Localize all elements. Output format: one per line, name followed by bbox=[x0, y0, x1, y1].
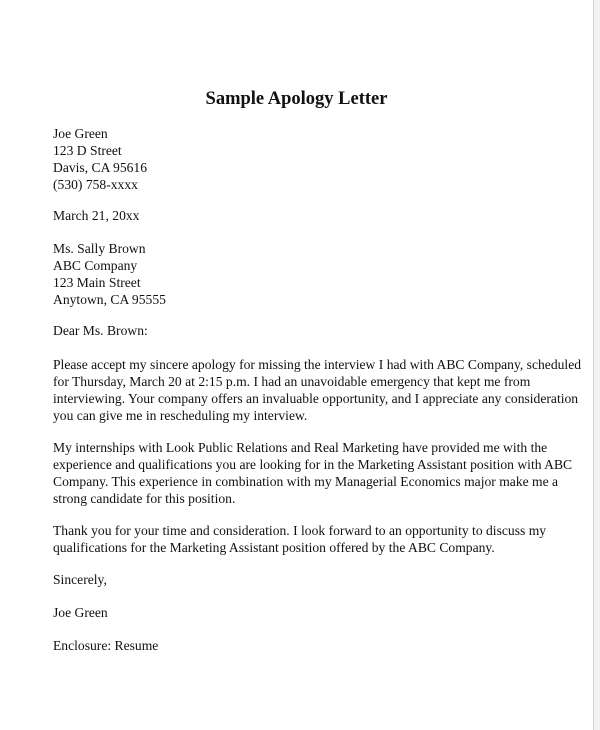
recipient-company: ABC Company bbox=[53, 258, 138, 273]
sender-name: Joe Green bbox=[53, 126, 108, 141]
paragraph-line: Thank you for your time and consideration. I look forward to an opportunity to discuss my bbox=[53, 523, 547, 538]
paragraph-line: qualifications for the Marketing Assistant position offered by the ABC Company. bbox=[53, 540, 495, 555]
paragraph-line: you can give me in rescheduling my interview. bbox=[53, 408, 308, 423]
letter-title: Sample Apology Letter bbox=[205, 89, 388, 109]
closing: Sincerely, bbox=[53, 572, 107, 587]
paragraph-line: experience and qualifications you are looking for in the Marketing Assistant position with ABC bbox=[53, 457, 573, 472]
paragraph-line: Company. This experience in combination with my Managerial Economics major make me a bbox=[53, 474, 559, 489]
recipient-city-state-zip: Anytown, CA 95555 bbox=[53, 292, 166, 307]
recipient-address bbox=[53, 240, 573, 308]
salutation: Dear Ms. Brown: bbox=[53, 323, 148, 338]
sender-phone: (530) 758-xxxx bbox=[53, 177, 138, 192]
paragraph-apology bbox=[53, 356, 582, 424]
paragraph-thanks bbox=[53, 522, 573, 556]
paragraph-qualifications bbox=[53, 439, 573, 507]
enclosure-note: Enclosure: Resume bbox=[53, 638, 159, 653]
signature-name: Joe Green bbox=[53, 605, 108, 620]
letter-date: March 21, 20xx bbox=[53, 208, 140, 223]
paragraph-line: for Thursday, March 20 at 2:15 p.m. I had an unavoidable emergency that kept me from bbox=[53, 374, 531, 389]
paragraph-line: interviewing. Your company offers an invaluable opportunity, and I appreciate any consideration bbox=[53, 391, 579, 406]
sender-address bbox=[53, 125, 573, 193]
paragraph-line: strong candidate for this position. bbox=[53, 491, 236, 506]
sender-city-state-zip: Davis, CA 95616 bbox=[53, 160, 148, 175]
recipient-name: Ms. Sally Brown bbox=[53, 241, 146, 256]
paragraph-line: Please accept my sincere apology for missing the interview I had with ABC Company, scheduled bbox=[53, 357, 582, 372]
sender-street: 123 D Street bbox=[53, 143, 122, 158]
paragraph-line: My internships with Look Public Relations and Real Marketing have provided me with the bbox=[53, 440, 548, 455]
recipient-street: 123 Main Street bbox=[53, 275, 141, 290]
